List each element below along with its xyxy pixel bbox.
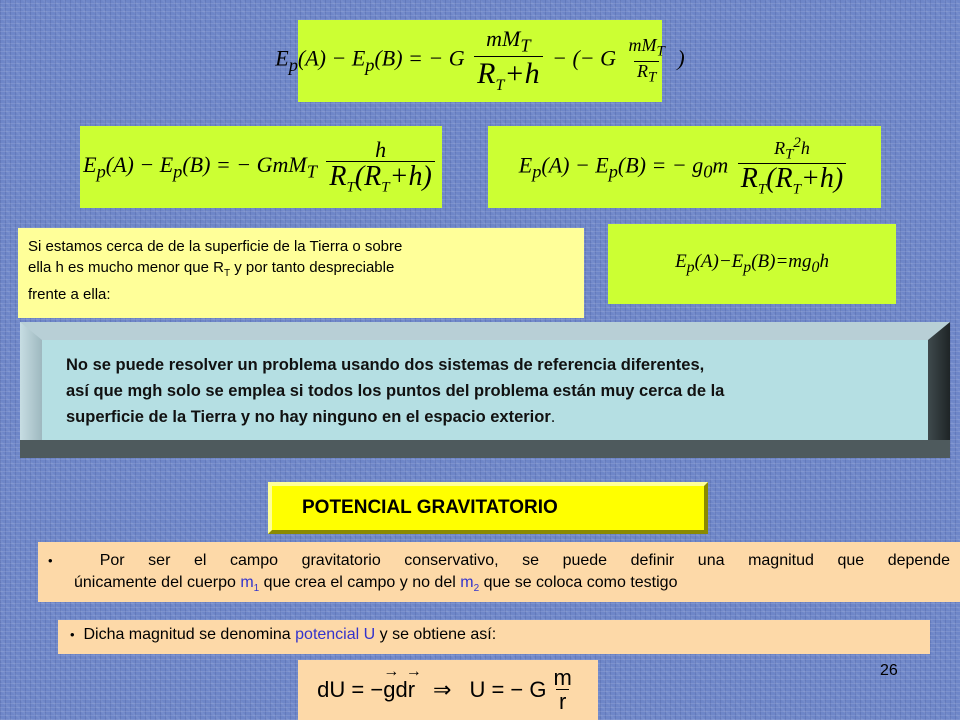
note-line-2: ella h es mucho menor que $R_T$ y por tanto despreciable <box>28 259 395 279</box>
warning-panel <box>20 322 950 458</box>
formula-3: $E_p(A) - E_p(B)$ = − $g_0m$ $\frac{R_T^2h}{R_T(R_T+h)}$ <box>519 136 850 198</box>
formula-4: $E_p(A)-E_p(B)=mg_0h$ <box>675 251 829 276</box>
formula-box-3 <box>488 126 881 208</box>
formula-box-5 <box>298 660 598 720</box>
warning-line-3: superficie de la Tierra y no hay ninguno en el espacio exterior. <box>66 408 556 426</box>
bullet-1-line-2: únicamente del cuerpo $m_1$ que crea el campo y no del $m_2$ que se coloca como testigo <box>74 574 678 595</box>
formula-box-4 <box>608 224 896 304</box>
bullet-box-1 <box>38 542 960 602</box>
warning-text <box>42 340 928 440</box>
bullet-2-icon: • <box>70 627 75 642</box>
note-line-3: frente a ella: <box>28 286 111 303</box>
warning-line-1: No se puede resolver un problema usando dos sistemas de referencia diferentes, <box>66 356 705 374</box>
formula-1: $E_p(A) - E_p(B)$ = − G $\frac{mM_T}{R_T+h}$ − (− G $\frac{mM_T}{R_T}$ ) <box>275 26 685 95</box>
implies-arrow-icon: ⇒ <box>433 677 452 702</box>
note-near-surface <box>18 228 584 318</box>
section-title: POTENCIAL GRAVITATORIO <box>268 482 708 534</box>
formula-2: $E_p(A) - E_p(B)$ = − GmM$_T$ $\frac{h}{R_T(R_T+h)}$ <box>83 138 439 196</box>
bevel-top <box>20 322 950 340</box>
note-line-1: Si estamos cerca de de la superficie de la Tierra o sobre <box>28 238 403 255</box>
warning-line-2: así que mgh solo se emplea si todos los puntos del problema están muy cerca de la <box>66 382 725 400</box>
bevel-right <box>928 322 950 458</box>
formula-box-2 <box>80 126 442 208</box>
bullet-1-icon: • <box>48 553 53 568</box>
bullet-1-line-1: • Por ser el campo gravitatorio conservativo, se puede definir una magnitud que depende <box>48 552 951 569</box>
bullet-box-2: • Dicha magnitud se denomina potencial U y se obtiene así: <box>58 620 930 654</box>
page-number: 26 <box>880 662 898 679</box>
bevel-bottom <box>20 440 950 458</box>
formula-box-1 <box>275 20 685 102</box>
bevel-left <box>20 322 42 458</box>
formula-5: dU = − → g d → r ⇒ U = − G $\frac{m}{r}$ <box>317 663 572 714</box>
